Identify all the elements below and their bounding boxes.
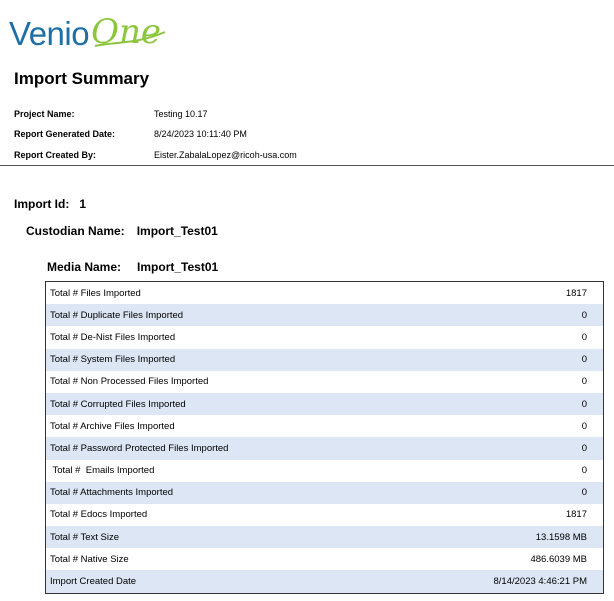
table-row <box>46 548 603 570</box>
meta-createdby-value: Eister.ZabalaLopez@ricoh-usa.com <box>154 150 297 160</box>
logo-one-text: One <box>91 12 161 52</box>
media-name <box>47 260 218 274</box>
row-value: 0 <box>581 442 587 454</box>
custodian-label: Custodian Name: <box>26 224 125 238</box>
row-value: 0 <box>581 420 587 432</box>
page-title: Import Summary <box>14 69 150 88</box>
table-row <box>46 393 603 415</box>
logo-swoosh-icon <box>93 14 168 54</box>
row-value: 1817 <box>565 287 587 299</box>
media-value: Import_Test01 <box>137 260 219 274</box>
import-summary-table <box>45 281 604 594</box>
table-row <box>46 304 603 326</box>
row-label: Total # Emails Imported <box>50 465 155 477</box>
table-row <box>46 526 603 548</box>
custodian-value: Import_Test01 <box>136 224 218 238</box>
table-row <box>46 437 603 459</box>
row-value: 1817 <box>565 509 587 521</box>
meta-createdby-row <box>14 150 297 160</box>
meta-generated-value: 8/24/2023 10:11:40 PM <box>154 129 247 139</box>
table-row <box>46 415 603 437</box>
row-value: 0 <box>581 354 587 366</box>
table-row <box>46 349 603 371</box>
import-id-label: Import Id: <box>14 197 70 211</box>
table-row <box>46 482 603 504</box>
meta-project-value: Testing 10.17 <box>154 109 208 119</box>
import-id-value: 1 <box>79 197 87 211</box>
meta-project-label: Project Name: <box>14 109 75 119</box>
row-label: Total # Archive Files Imported <box>50 420 175 432</box>
row-value: 13.1598 MB <box>535 531 587 543</box>
table-row <box>46 371 603 393</box>
table-row <box>46 282 603 304</box>
row-label: Total # Non Processed Files Imported <box>50 376 209 388</box>
import-id <box>14 197 86 211</box>
row-label: Total # Native Size <box>50 553 129 565</box>
row-label: Total # Duplicate Files Imported <box>50 309 184 321</box>
media-label: Media Name: <box>47 260 122 274</box>
meta-generated-row <box>14 129 247 139</box>
row-value: 486.6039 MB <box>530 553 587 565</box>
row-value: 0 <box>581 398 587 410</box>
row-label: Import Created Date <box>50 576 137 588</box>
table-row <box>46 504 603 526</box>
row-label: Total # Text Size <box>50 531 120 543</box>
meta-createdby-label: Report Created By: <box>14 150 97 160</box>
row-value: 0 <box>581 309 587 321</box>
meta-generated-label: Report Generated Date: <box>14 129 116 139</box>
row-value: 8/14/2023 4:46:21 PM <box>493 576 587 588</box>
row-label: Total # Files Imported <box>50 287 141 299</box>
row-value: 0 <box>581 331 587 343</box>
row-label: Total # Corrupted Files Imported <box>50 398 186 410</box>
row-value: 0 <box>581 376 587 388</box>
row-label: Total # System Files Imported <box>50 354 176 366</box>
row-label: Total # Password Protected Files Imported <box>50 442 229 454</box>
table-row <box>46 570 603 592</box>
meta-project-row <box>14 109 208 119</box>
table-row <box>46 326 603 348</box>
custodian-name <box>26 224 218 238</box>
table-row <box>46 460 603 482</box>
row-label: Total # De-Nist Files Imported <box>50 331 176 343</box>
logo-venio-text: Venio <box>9 15 90 52</box>
divider <box>0 165 614 166</box>
row-label: Total # Attachments Imported <box>50 487 174 499</box>
row-value: 0 <box>581 487 587 499</box>
row-value: 0 <box>581 465 587 477</box>
venio-one-logo <box>9 12 161 52</box>
row-label: Total # Edocs Imported <box>50 509 148 521</box>
